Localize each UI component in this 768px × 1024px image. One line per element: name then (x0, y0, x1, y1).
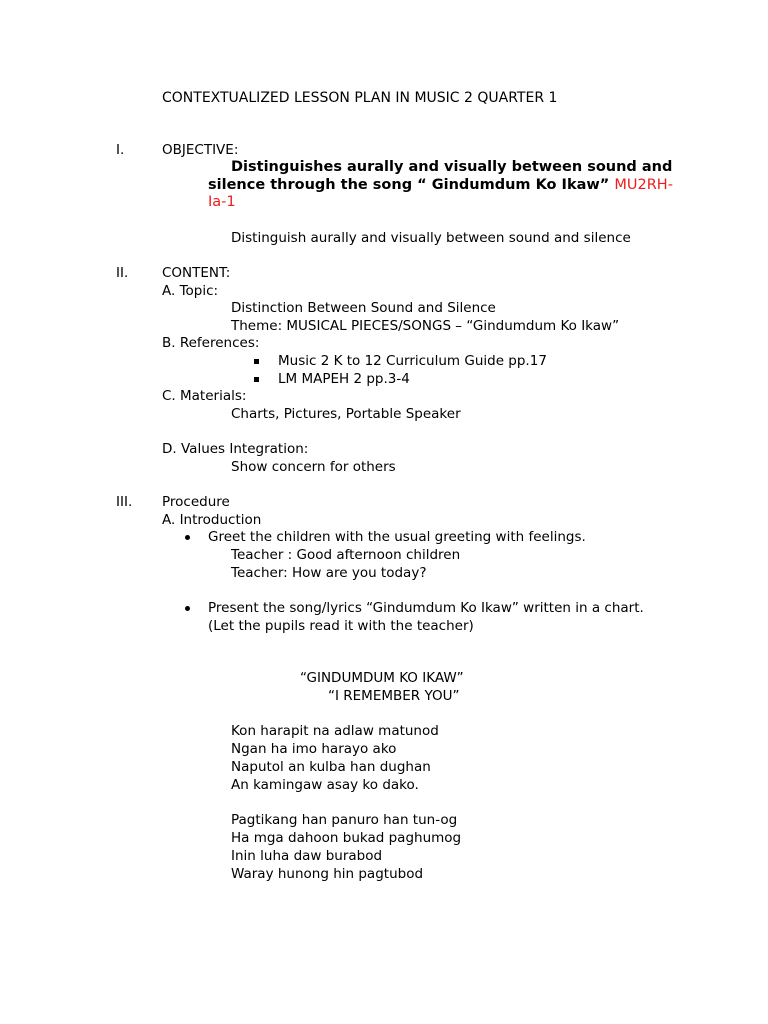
topic-line1: Distinction Between Sound and Silence (231, 300, 496, 316)
values-text: Show concern for others (231, 459, 396, 475)
objective-text-line2 (208, 176, 673, 194)
section-numeral-1: I. (116, 142, 125, 158)
objective-heading: OBJECTIVE: (162, 142, 239, 158)
competency-code: MU2RH- (614, 177, 673, 193)
document-title: CONTEXTUALIZED LESSON PLAN IN MUSIC 2 QUARTER 1 (162, 90, 558, 106)
references-label: B. References: (162, 335, 260, 351)
materials-text: Charts, Pictures, Portable Speaker (231, 406, 461, 422)
objective-text-line2-content: silence through the song “ Gindumdum Ko Ikaw” (208, 177, 610, 193)
reference-item: Music 2 K to 12 Curriculum Guide pp.17 (278, 353, 547, 369)
dialogue-line: Teacher: How are you today? (231, 565, 427, 581)
content-heading: CONTENT: (162, 265, 231, 281)
present-song-note: (Let the pupils read it with the teacher) (208, 618, 474, 634)
topic-line2: Theme: MUSICAL PIECES/SONGS – “Gindumdum Ko Ikaw” (231, 318, 620, 334)
lyric-line: Kon harapit na adlaw matunod (231, 723, 439, 739)
lyric-line: An kamingaw asay ko dako. (231, 777, 419, 793)
reference-item: LM MAPEH 2 pp.3-4 (278, 371, 410, 387)
lyric-line: Ha mga dahoon bukad paghumog (231, 830, 462, 846)
sub-objective: Distinguish aurally and visually between sound and silence (231, 230, 631, 246)
greeting-bullet: Greet the children with the usual greeting with feelings. (208, 529, 586, 545)
values-label: D. Values Integration: (162, 441, 309, 457)
lyric-line: Ngan ha imo harayo ako (231, 741, 397, 757)
lyric-line: Naputol an kulba han dughan (231, 759, 431, 775)
materials-label: C. Materials: (162, 388, 247, 404)
lyric-line: Pagtikang han panuro han tun-og (231, 812, 458, 828)
lyric-line: Waray hunong hin pagtubod (231, 866, 424, 882)
objective-text-line1: Distinguishes aurally and visually between sound and (231, 159, 673, 175)
lyric-line: Inin luha daw burabod (231, 848, 383, 864)
present-song-bullet: Present the song/lyrics “Gindumdum Ko Ikaw” written in a chart. (208, 600, 644, 616)
dialogue-line: Teacher : Good afternoon children (231, 547, 461, 563)
topic-label: A. Topic: (162, 283, 219, 299)
procedure-heading: Procedure (162, 494, 230, 510)
competency-code-continued: Ia-1 (208, 194, 236, 210)
section-numeral-3: III. (116, 494, 133, 510)
song-subtitle: “I REMEMBER YOU” (328, 688, 460, 704)
introduction-label: A. Introduction (162, 512, 262, 528)
section-numeral-2: II. (116, 265, 129, 281)
song-title: “GINDUMDUM KO IKAW” (300, 670, 464, 686)
